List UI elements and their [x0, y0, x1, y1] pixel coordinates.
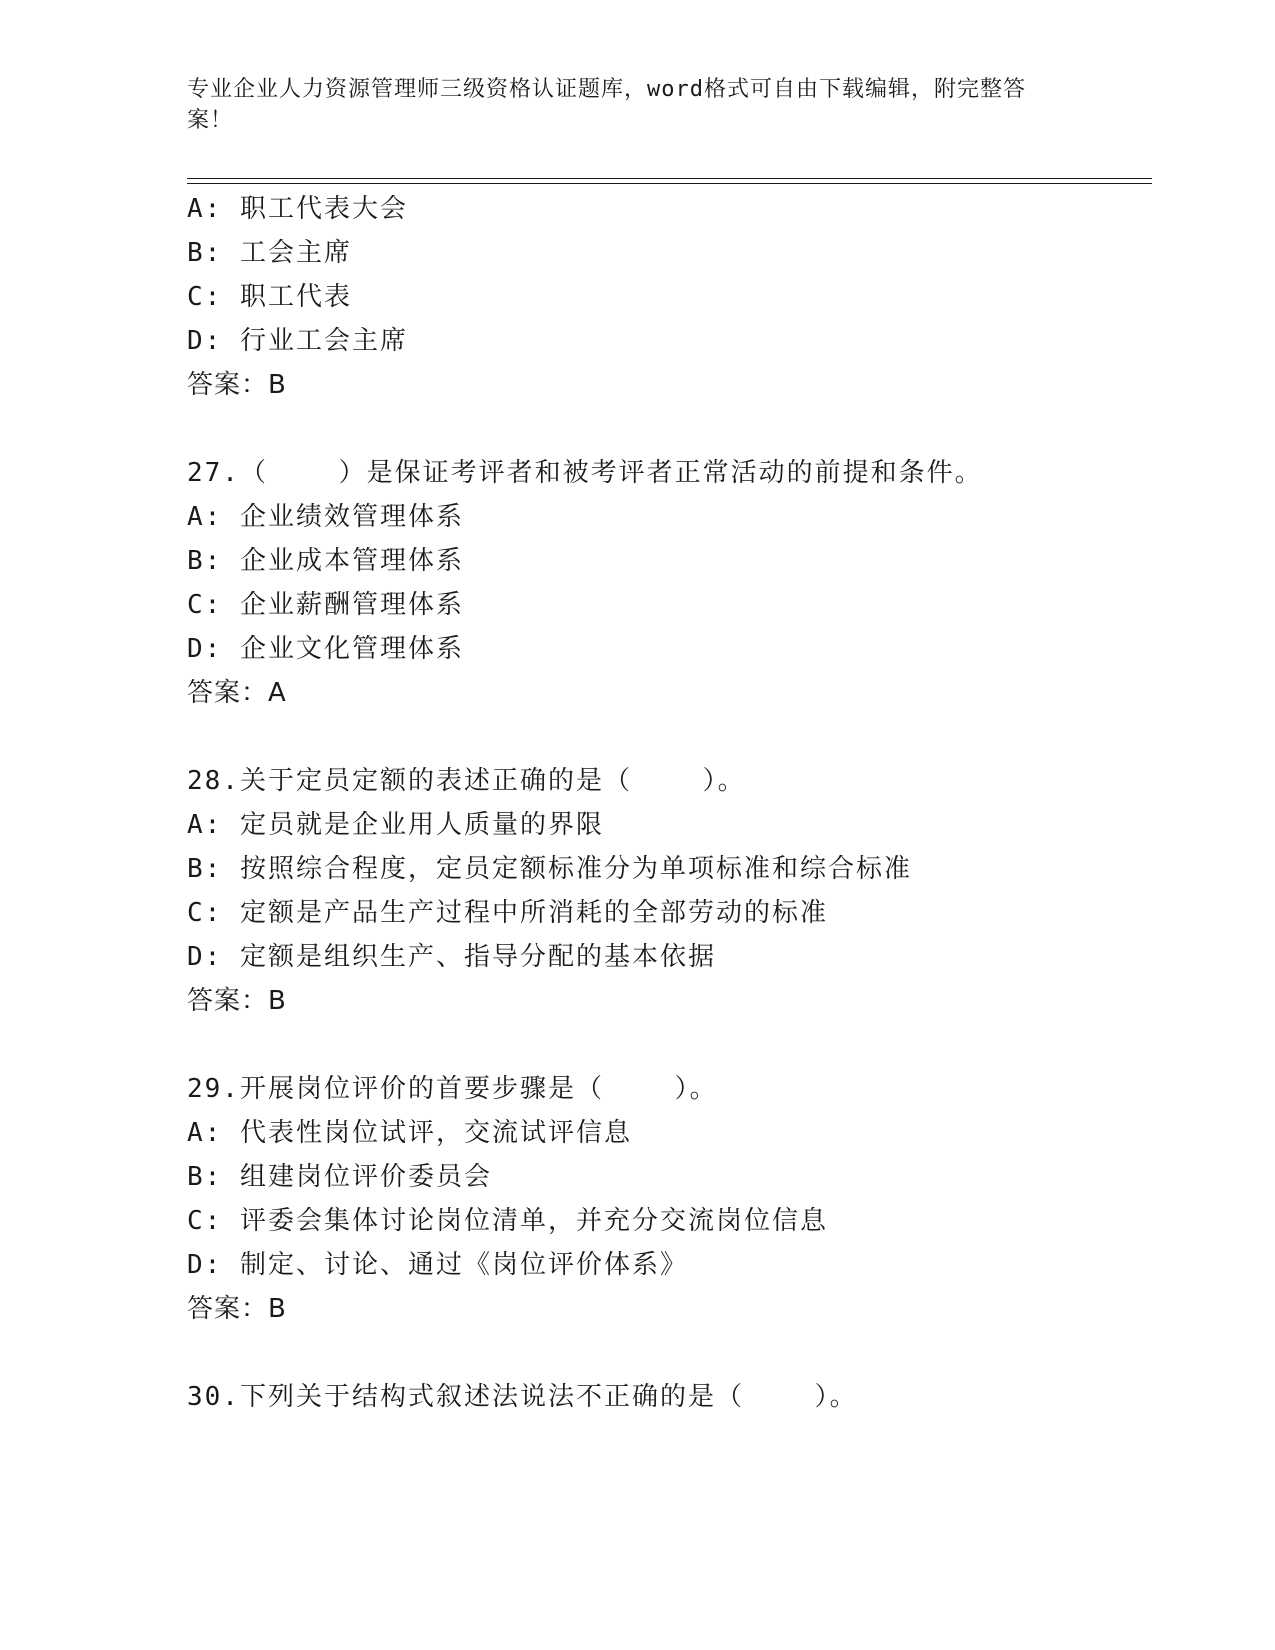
option-c: C: 评委会集体讨论岗位清单，并充分交流岗位信息 — [187, 1206, 828, 1236]
option-b: B: 企业成本管理体系 — [187, 546, 464, 576]
answer-line: 答案：B — [187, 1294, 287, 1324]
option-c: C: 企业薪酬管理体系 — [187, 590, 464, 620]
option-c: C: 定额是产品生产过程中所消耗的全部劳动的标准 — [187, 898, 828, 928]
option-b: B: 组建岗位评价委员会 — [187, 1162, 492, 1192]
option-b: B: 工会主席 — [187, 238, 352, 268]
answer-line: 答案：A — [187, 678, 287, 708]
document-header: 专业企业人力资源管理师三级资格认证题库，word格式可自由下载编辑，附完整答案！ — [187, 77, 1026, 133]
option-d: D: 定额是组织生产、指导分配的基本依据 — [187, 942, 716, 972]
question-stem: 27.（ ）是保证考评者和被考评者正常活动的前提和条件。 — [187, 458, 983, 488]
question-stem: 29.开展岗位评价的首要步骤是（ ）。 — [187, 1074, 718, 1104]
answer-line: 答案：B — [187, 370, 287, 400]
header-divider-top — [187, 178, 1152, 179]
header-divider-bottom — [187, 183, 1152, 184]
option-a: A: 职工代表大会 — [187, 194, 408, 224]
option-b: B: 按照综合程度，定员定额标准分为单项标准和综合标准 — [187, 854, 912, 884]
question-stem: 30.下列关于结构式叙述法说法不正确的是（ ）。 — [187, 1382, 858, 1412]
question-stem: 28.关于定员定额的表述正确的是（ ）。 — [187, 766, 746, 796]
option-d: D: 行业工会主席 — [187, 326, 408, 356]
answer-line: 答案：B — [187, 986, 287, 1016]
option-d: D: 制定、讨论、通过《岗位评价体系》 — [187, 1250, 688, 1280]
option-a: A: 企业绩效管理体系 — [187, 502, 464, 532]
option-a: A: 代表性岗位试评，交流试评信息 — [187, 1118, 632, 1148]
option-a: A: 定员就是企业用人质量的界限 — [187, 810, 604, 840]
option-d: D: 企业文化管理体系 — [187, 634, 464, 664]
option-c: C: 职工代表 — [187, 282, 352, 312]
